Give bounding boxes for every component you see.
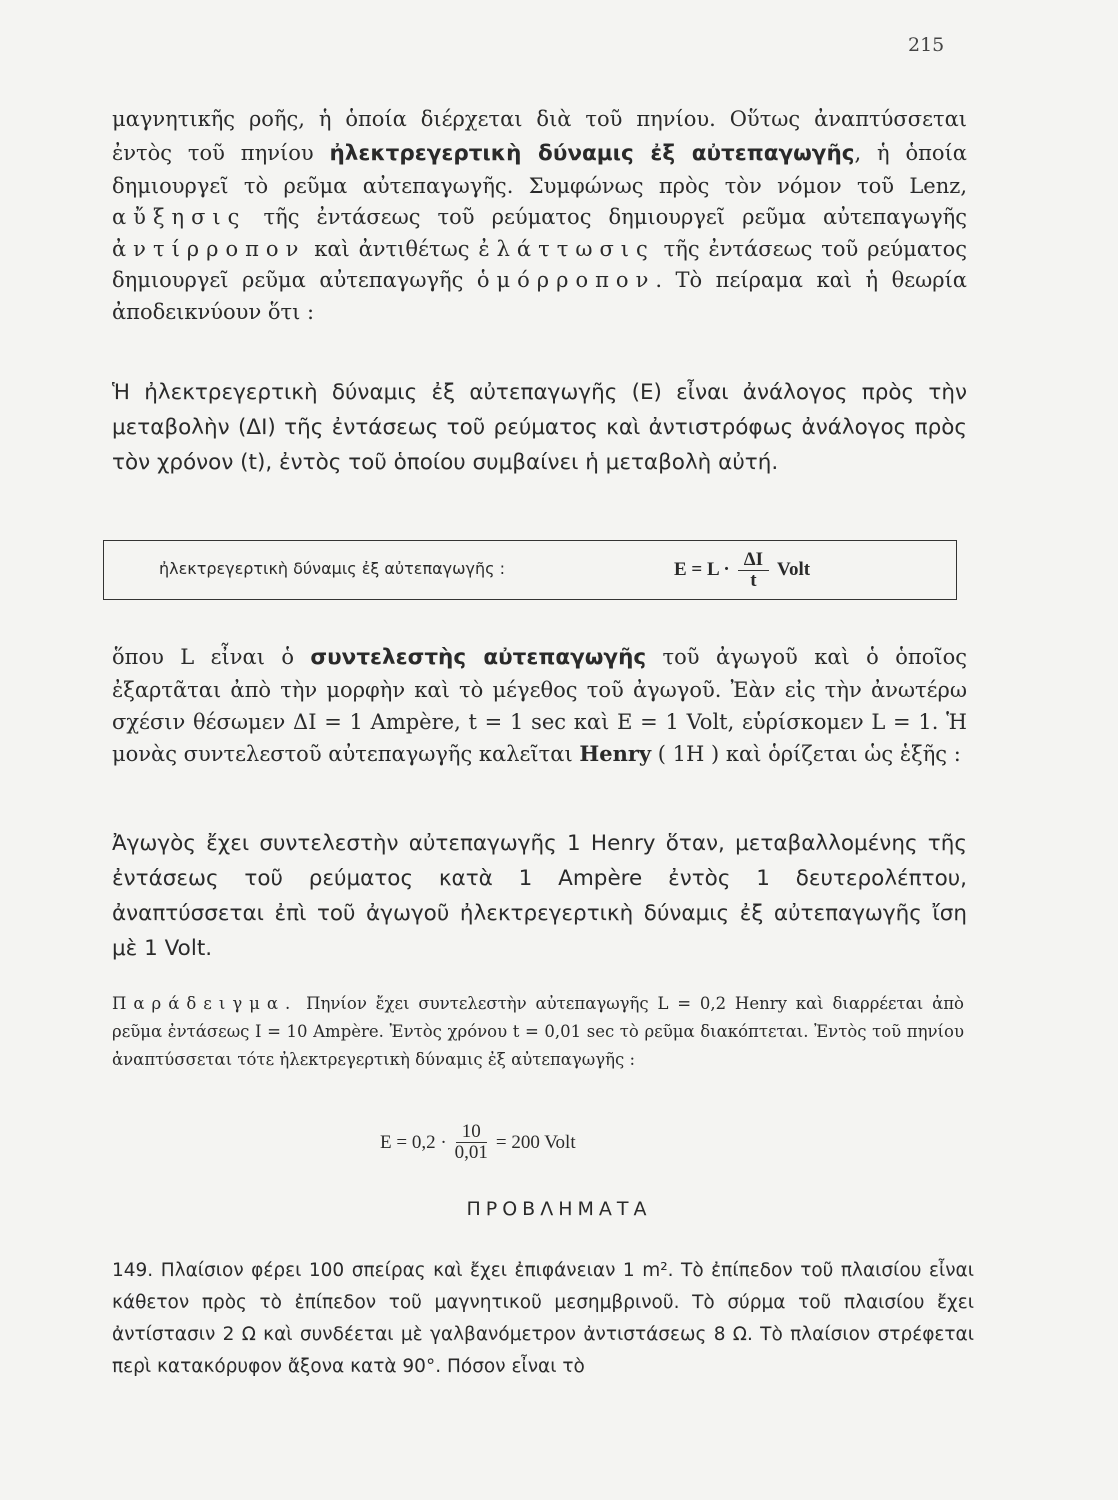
example-eq-lhs: E = 0,2 · [380,1131,447,1153]
formula-numerator: ΔΙ [738,550,769,571]
definition-text: ὅπου L εἶναι ὁ [112,645,311,669]
page-number: 215 [908,34,945,56]
formula-denominator: t [750,569,757,591]
henry-definition: Ἀγωγὸς ἔχει συντελεστὴν αὐτεπαγωγῆς 1 Henry ὅταν, μεταβαλλομένης τῆς ἐντάσεως τοῦ ρεύματος κατὰ 1 Ampère ἐντὸς 1 δευτερολέπτου, ἀναπτύσσεται ἐπὶ τοῦ ἀγωγοῦ ἠλεκτρεγερτικὴ δύναμις ἐξ αὐτεπαγωγῆς ἴση μὲ 1 Volt. [112,831,967,961]
spaced-word-decrease: ἐλάττωσις [478,236,655,261]
spaced-word-same-direction: ὁμόρροπον [476,268,656,292]
formula-label: ἠλεκτρεγερτικὴ δύναμις ἐξ αὐτεπαγωγῆς : [159,559,505,578]
definition-paragraph [112,640,967,771]
example-label: Παράδειγμα. [112,994,298,1013]
term-henry: Henry [579,741,652,766]
example-eq-fraction [455,1122,488,1163]
definition-text: τοῦ ἀγωγοῦ καὶ ὁ ὁποῖος ἐξαρτᾶται ἀπὸ τὴν μορφὴν καὶ τὸ μέγεθος τοῦ ἀγωγοῦ. Ἐὰν εἰς τὴν ἀνωτέρω σχέσιν θέσωμεν ΔΙ = 1 Ampère, t = 1 sec καὶ E = 1 Volt, εὑρίσκομεν L = 1. Ἡ μονὰς συντελεστοῦ αὐτεπαγωγῆς καλεῖται [112,645,967,766]
problems-heading: ΠΡΟΒΛΗΜΑΤΑ [466,1198,652,1220]
example-paragraph [112,990,964,1074]
example-eq-numerator: 10 [456,1122,487,1143]
example-text: Πηνίον ἔχει συντελεστὴν αὐτεπαγωγῆς L = 0,2 Henry καὶ διαρρέεται ἀπὸ ρεῦμα ἐντάσεως I = 10 Ampère. Ἐντὸς χρόνου t = 0,01 sec τὸ ρεῦμα διακόπτεται. Ἐντὸς τοῦ πηνίου ἀναπτύσσεται τότε ἠλεκτρεγερτικὴ δύναμις ἐξ αὐτεπαγωγῆς : [112,994,964,1069]
formula-box [103,540,957,600]
intro-paragraph [112,104,967,328]
example-eq-rhs: = 200 Volt [495,1131,576,1153]
intro-text: , ἡ ὁποία δημιουργεῖ τὸ ρεῦμα αὐτεπαγωγῆς. Συμφώνως πρὸς τὸν νόμον τοῦ Lenz, [112,140,967,198]
spaced-word-increase: αὔξησις [112,205,247,229]
term-emf-self-induction: ἠλεκτρεγερτικὴ δύναμις ἐξ αὐτεπαγωγῆς [329,140,855,166]
intro-text: τῆς ἐντάσεως τοῦ ρεύματος δημιουργεῖ ρεῦμα αὐτεπαγωγῆς [246,205,967,229]
intro-text: . Τὸ πείραμα καὶ ἡ θεωρία ἀποδεικνύουν ὅτι : [112,268,967,324]
intro-text: καὶ ἀντιθέτως [305,236,479,261]
formula-lhs: E = L · [674,559,730,580]
term-self-inductance: συντελεστὴς αὐτεπαγωγῆς [310,645,647,670]
example-equation [380,1122,576,1163]
formula-fraction [738,550,769,591]
formula-unit: Volt [777,559,811,580]
formula-equation [674,541,810,599]
spaced-word-opposite: ἀντίρροπον [112,236,306,261]
intro-text: μαγνητικῆς ροῆς, ἡ ὁποία διέρχεται διὰ τοῦ πηνίου. Οὕτως ἀναπτύσσεται ἐντὸς τοῦ πηνίου [112,107,967,165]
definition-text: ( 1Η ) καὶ ὁρίζεται ὡς ἑξῆς : [651,742,961,766]
intro-text: τῆς ἐντάσεως τοῦ ρεύματος δημιουργεῖ ρεῦμα αὐτεπαγωγῆς [112,236,968,292]
example-eq-denominator: 0,01 [454,1142,488,1163]
problem-149: 149. Πλαίσιον φέρει 100 σπείρας καὶ ἔχει ἐπιφάνειαν 1 m². Τὸ ἐπίπεδον τοῦ πλαισίου εἶναι κάθετον πρὸς τὸ ἐπίπεδον τοῦ μαγνητικοῦ μεσημβρινοῦ. Τὸ σύρμα τοῦ πλαισίου ἔχει ἀντίστασιν 2 Ω καὶ συνδέεται μὲ γαλβανόμετρον ἀντιστάσεως 8 Ω. Τὸ πλαίσιον στρέφεται περὶ κατακόρυφον ἄξονα κατὰ 90°. Πόσον εἶναι τὸ [112,1260,974,1377]
law-statement: Ἡ ἠλεκτρεγερτικὴ δύναμις ἐξ αὐτεπαγωγῆς (Ε) εἶναι ἀνάλογος πρὸς τὴν μεταβολὴν (ΔΙ) τῆς ἐντάσεως τοῦ ρεύματος καὶ ἀντιστρόφως ἀνάλογος πρὸς τὸν χρόνον (t), ἐντὸς τοῦ ὁποίου συμβαίνει ἡ μεταβολὴ αὐτή. [112,380,967,475]
